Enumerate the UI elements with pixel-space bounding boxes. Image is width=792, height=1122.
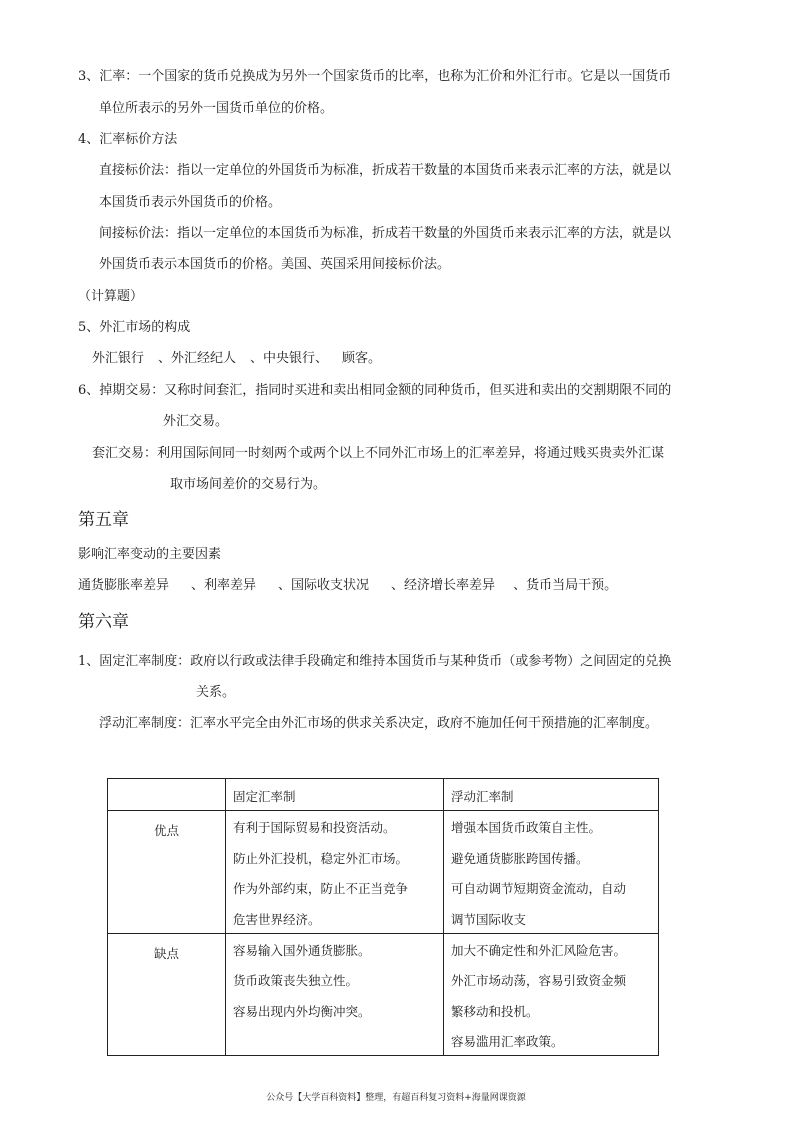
list-item: 繁移动和投机。 [451, 1003, 539, 1019]
text-line: 套汇交易：利用国际间同一时刻两个或两个以上不同外汇市场上的汇率差异，将通过贱买贵卖外汇谋 [92, 446, 665, 461]
factors-line [78, 578, 617, 594]
floating-regime-cell [444, 933, 659, 1056]
table-row [108, 811, 659, 934]
list-item: 防止外汇投机，稳定外汇市场。 [233, 850, 409, 866]
row-label: 缺点 [153, 945, 179, 961]
fixed-regime-cell [226, 933, 444, 1056]
list-item: 外汇市场动荡，容易引致资金频 [451, 973, 627, 988]
text-line: 本国货币表示外国货币的价格。 [99, 195, 282, 210]
text-line: 单位所表示的另外一国货币单位的价格。 [99, 101, 334, 116]
factor: 、货币当局干预。 [513, 578, 618, 593]
section-heading: 5、外汇市场的构成 [78, 320, 191, 335]
list-item: 货币政策丧失独立性。 [233, 973, 359, 988]
row-label-cell [108, 811, 226, 934]
factor: 、经济增长率差异 [391, 578, 496, 593]
text-line: 外汇交易。 [163, 414, 229, 429]
section-heading: 影响汇率变动的主要因素 [78, 547, 222, 562]
participant: 、外汇经纪人 [158, 351, 237, 366]
chapter-6-title: 第六章 [78, 612, 129, 632]
exchange-regime-comparison-table [107, 778, 659, 1056]
participant: 外汇银行 [92, 351, 145, 366]
text-line: 外国货币表示本国货币的价格。美国、英国采用间接标价法。 [99, 257, 451, 272]
row-label: 优点 [153, 823, 179, 838]
list-item: 危害世界经济。 [233, 911, 321, 927]
list-item: 增强本国货币政策自主性。 [451, 820, 602, 835]
text-line: 直接标价法：指以一定单位的外国货币为标准，折成若干数量的本国货币来表示汇率的方法，就是以 [99, 163, 672, 178]
floating-regime-cell [444, 811, 659, 934]
text-line: 1、固定汇率制度：政府以行政或法律手段确定和维持本国货币与某种货币（或参考物）之间固定的兑换 [78, 654, 672, 669]
participant: 顾客。 [342, 351, 382, 366]
list-item: 加大不确定性和外汇风险危害。 [451, 942, 627, 958]
text-line: 关系。 [196, 685, 236, 700]
fixed-regime-cell [226, 811, 444, 934]
text-line: 3、汇率：一个国家的货币兑换成为另外一个国家货币的比率，也称为汇价和外汇行市。它是以一国货币 [78, 69, 672, 84]
table-header-cell: 浮动汇率制 [444, 779, 659, 811]
list-item: 作为外部约束，防止不正当竞争 [233, 881, 409, 896]
factor: 通货膨胀率差异 [78, 578, 170, 593]
list-item: 有利于国际贸易和投资活动。 [233, 820, 396, 835]
text-line: 间接标价法：指以一定单位的本国货币为标准，折成若干数量的外国货币来表示汇率的方法，就是以 [99, 226, 672, 241]
text-line: 6、掉期交易：又称时间套汇，指同时买进和卖出相同金额的同种货币，但买进和卖出的交割期限不同的 [78, 383, 672, 398]
section-heading: 4、汇率标价方法 [78, 132, 178, 147]
participants-line [92, 351, 381, 367]
list-item: 可自动调节短期资金流动，自动 [451, 881, 627, 896]
list-item: 容易出现内外均衡冲突。 [233, 1003, 371, 1019]
factor: 、国际收支状况 [278, 578, 370, 593]
participant: 、中央银行、 [250, 351, 329, 366]
table-header-row [108, 779, 659, 811]
table-header-cell: 固定汇率制 [226, 779, 444, 811]
table-header-cell [108, 779, 226, 811]
chapter-5-title: 第五章 [78, 510, 129, 530]
text-line: 取市场间差价的交易行为。 [170, 477, 327, 492]
row-label-cell [108, 933, 226, 1056]
page-footer: 公众号【大学百科资料】整理，有超百科复习资料+海量网课资源 [266, 1093, 526, 1103]
table-row [108, 933, 659, 1056]
list-item: 调节国际收支 [451, 911, 527, 927]
list-item: 避免通货膨胀跨国传播。 [451, 850, 589, 866]
list-item: 容易输入国外通货膨胀。 [233, 942, 371, 958]
list-item: 容易滥用汇率政策。 [451, 1034, 564, 1049]
text-line: 浮动汇率制度：汇率水平完全由外汇市场的供求关系决定，政府不施加任何干预措施的汇率制度。 [99, 716, 659, 731]
factor: 、利率差异 [191, 578, 257, 593]
note-label: （计算题） [78, 289, 144, 304]
